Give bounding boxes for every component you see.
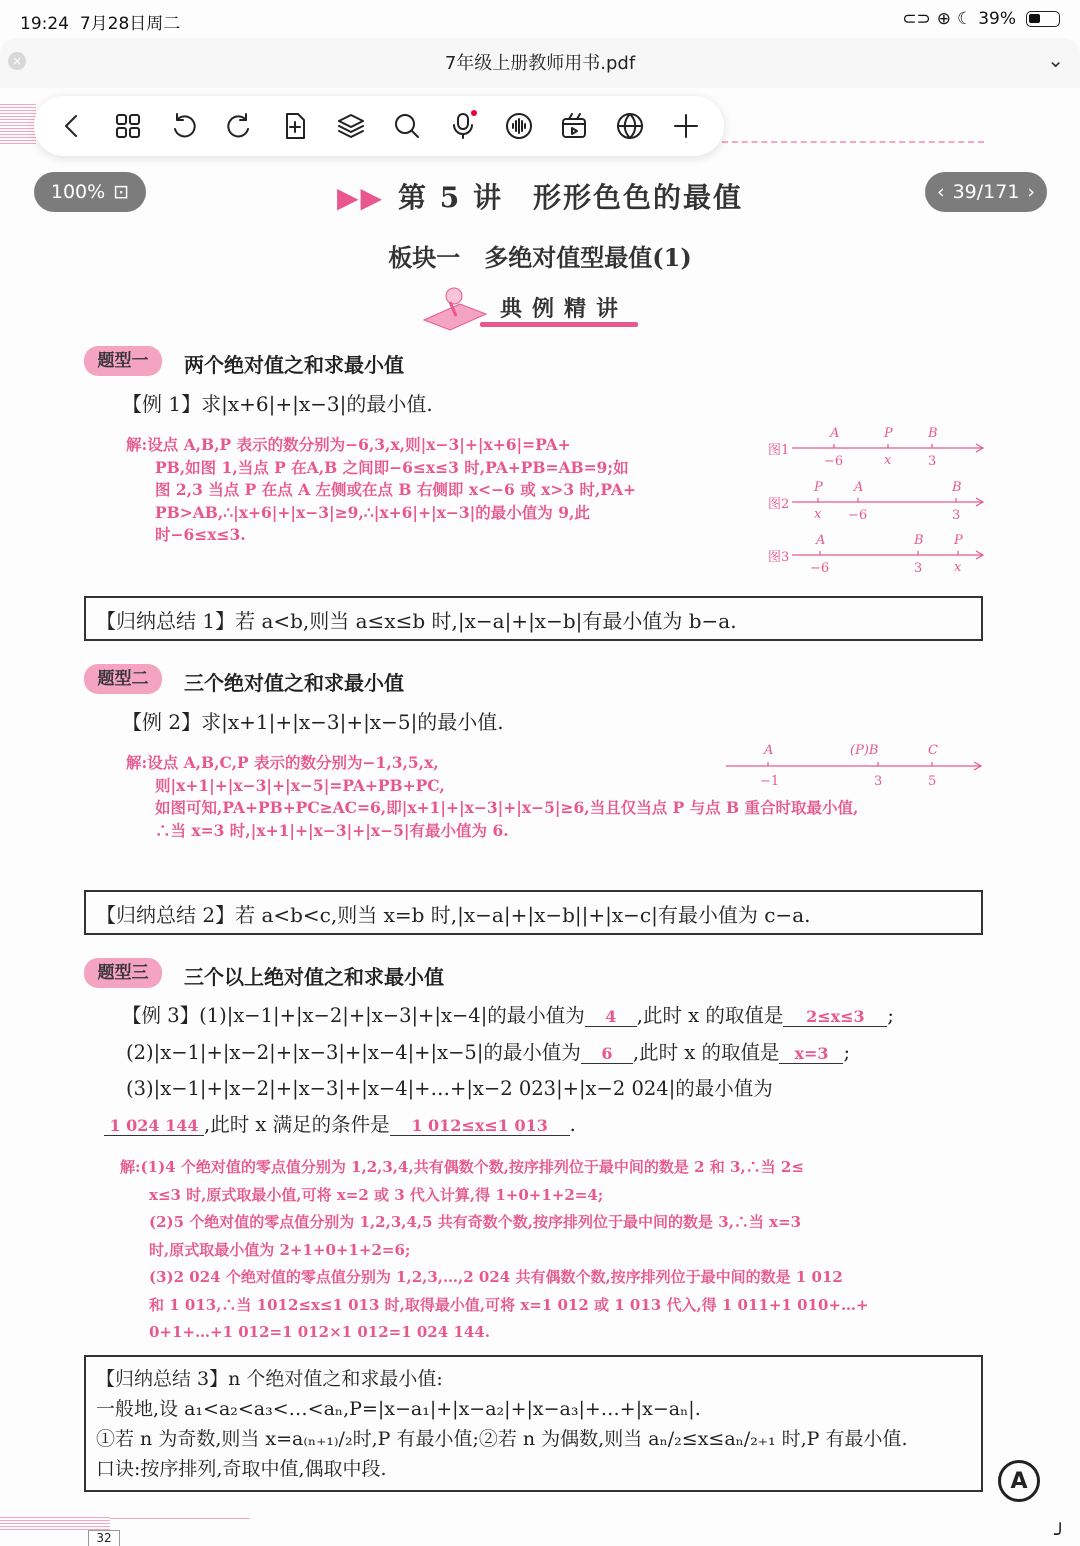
solution-2 <box>126 752 986 842</box>
zoom-value: 100% <box>50 181 106 203</box>
fig-value: x <box>814 507 822 522</box>
fig-value: −6 <box>848 508 868 523</box>
fig-value: x <box>884 453 892 468</box>
chevron-right-icon[interactable]: › <box>1027 181 1036 203</box>
undo-icon[interactable] <box>164 106 204 146</box>
solution-line: PB>AB,∴|x+6|+|x−3|≥9,∴|x+6|+|x−3|的最小值为 9,此 <box>155 502 590 522</box>
fig-value: −1 <box>760 774 780 789</box>
layers-icon[interactable] <box>331 106 371 146</box>
banner-title: 典例精讲 <box>500 296 629 322</box>
fig-value: x <box>954 560 962 575</box>
example-3-q2: (2)|x−1|+|x−2|+|x−3|+|x−4|+|x−5|的最小值为 6 ,此时 x 的取值是 x=3 ; <box>126 1041 851 1064</box>
fig-label: 图1 <box>768 443 790 458</box>
example-3-q3-cont: 1 024 144 ,此时 x 满足的条件是 1 012≤x≤1 013 . <box>104 1109 964 1137</box>
solution-line: 解:设点 A,B,C,P 表示的数分别为−1,3,5,x, <box>126 753 439 772</box>
fig-label: 图2 <box>768 497 790 512</box>
solution-line: ∴当 x=3 时,|x+1|+|x−3|+|x−5|有最小值为 6. <box>155 820 509 840</box>
fig-point: B <box>914 533 924 548</box>
fig-point: A <box>854 480 864 495</box>
lock-icon: ⊡ <box>113 181 130 203</box>
fig-value: −6 <box>824 454 844 469</box>
lecture-title: ▶▶ 第 5 讲 形形色色的最值 <box>336 181 744 214</box>
battery-icon <box>1026 11 1060 27</box>
decor-dashed-line <box>722 141 984 143</box>
add-page-icon[interactable] <box>275 106 315 146</box>
example-2: 【例 2】求|x+1|+|x−3|+|x−5|的最小值. <box>122 710 504 734</box>
fig-point: P <box>814 480 823 495</box>
fig-point: A <box>816 533 826 548</box>
banner-underline <box>480 322 638 327</box>
solution-line: (2)5 个绝对值的零点值分别为 1,2,3,4,5 共有奇数个数,按序排列位于最中间的数是 3,∴当 x=3 <box>149 1213 802 1231</box>
fig-point: P <box>884 426 893 441</box>
chevron-down-icon[interactable]: ⌄ <box>1047 48 1064 72</box>
type-title-1: 两个绝对值之和求最小值 <box>184 353 404 377</box>
moon-icon: ☾ <box>956 9 973 29</box>
battery-percent: 39% <box>978 9 1016 29</box>
fig-label: 图3 <box>768 550 790 565</box>
status-time: 19:24 7月28日周二 <box>20 14 181 34</box>
grid-icon[interactable] <box>108 106 148 146</box>
example-3-q1: 【例 3】(1)|x−1|+|x−2|+|x−3|+|x−4|的最小值为 4 ,此时 x 的取值是 2≤x≤3 ; <box>122 1004 894 1027</box>
example-3-q3: (3)|x−1|+|x−2|+|x−3|+|x−4|+…+|x−2 023|+|x−2 024|的最小值为 <box>126 1077 773 1100</box>
fig-value: 3 <box>874 774 883 789</box>
solution-line: 解:设点 A,B,P 表示的数分别为−6,3,x,则|x−3|+|x+6|=PA+ <box>126 435 571 454</box>
solution-line: PB,如图 1,当点 P 在A,B 之间即−6≤x≤3 时,PA+PB=AB=9;如 <box>155 457 629 477</box>
summary-box-2: 【归纳总结 2】若 a<b<c,则当 x=b 时,|x−a|+|x−b||+|x−c|有最小值为 c−a. <box>84 890 983 935</box>
type-tag-2: 题型二 <box>84 664 162 694</box>
solution-line: (3)2 024 个绝对值的零点值分别为 1,2,3,…,2 024 共有偶数个数,按序排列位于最中间的数是 1 012 <box>149 1268 843 1286</box>
answer-blank: 2≤x≤3 <box>783 1007 887 1027</box>
status-bar <box>0 0 1080 38</box>
toolbar <box>34 96 724 156</box>
page-number: 32 <box>88 1530 120 1546</box>
search-icon[interactable] <box>387 106 427 146</box>
double-arrow-icon: ▶▶ <box>336 181 385 214</box>
solution-line: 时−6≤x≤3. <box>155 525 246 544</box>
redo-icon[interactable] <box>219 106 259 146</box>
lock-rotation-icon: ⊕ <box>936 9 951 29</box>
mic-icon[interactable] <box>443 106 483 146</box>
fig-point: P <box>954 533 963 548</box>
solution-line: 则|x+1|+|x−3|+|x−5|=PA+PB+PC, <box>155 775 445 795</box>
fig-point: A <box>764 743 774 758</box>
solution-line: 图 2,3 当点 P 在点 A 左侧或在点 B 右侧即 x<−6 或 x>3 时,PA+ <box>155 480 636 499</box>
media-icon[interactable] <box>554 106 594 146</box>
fig-point: (P)B <box>850 743 879 758</box>
plus-icon[interactable] <box>666 106 706 146</box>
solution-1 <box>126 434 726 547</box>
type-title-2: 三个绝对值之和求最小值 <box>184 671 404 695</box>
type-tag-1: 题型一 <box>84 346 162 376</box>
navigation-icon[interactable]: A <box>998 1460 1040 1502</box>
close-icon[interactable]: × <box>8 52 26 70</box>
solution-line: 0+1+…+1 012=1 012×1 012=1 024 144. <box>149 1323 490 1341</box>
fig-point: B <box>928 426 938 441</box>
fig-point: B <box>952 480 962 495</box>
status-right <box>902 9 1060 29</box>
page-value: 39/171 <box>952 181 1020 203</box>
fig-value: 3 <box>928 454 937 469</box>
decor-line-bottom <box>110 1518 250 1519</box>
chevron-left-icon[interactable]: ‹ <box>936 181 945 203</box>
answer-blank: 1 024 144 <box>104 1116 204 1136</box>
solution-line: 解:(1)4 个绝对值的零点值分别为 1,2,3,4,共有偶数个数,按序排列位于最中间的数是 2 和 3,∴当 2≤ <box>120 1158 804 1176</box>
decor-stripe-bottom <box>0 1516 110 1530</box>
title-bar <box>0 38 1080 88</box>
fig-value: 3 <box>952 508 961 523</box>
document-title: 7年级上册教师用书.pdf <box>444 53 636 74</box>
answer-blank: 4 <box>585 1007 637 1027</box>
solution-line: 如图可知,PA+PB+PC≥AC=6,即|x+1|+|x−3|+|x−5|≥6,当且仅当点 P 与点 B 重合时取最小值, <box>155 798 859 817</box>
type-tag-3: 题型三 <box>84 958 162 988</box>
solution-3 <box>120 1154 984 1347</box>
number-line-figures <box>764 420 994 580</box>
summary-line: 一般地,设 a₁<a₂<a₃<…<aₙ,P=|x−a₁|+|x−a₂|+|x−a₃|+…+|x−aₙ|. <box>96 1398 701 1420</box>
solution-line: 时,原式取最小值为 2+1+0+1+2=6; <box>149 1240 411 1259</box>
recording-dot <box>471 110 477 116</box>
summary-line: 【归纳总结 3】n 个绝对值之和求最小值: <box>96 1368 443 1390</box>
fig-point: C <box>928 743 938 758</box>
summary-box-1: 【归纳总结 1】若 a<b,则当 a≤x≤b 时,|x−a|+|x−b|有最小值为 b−a. <box>84 596 983 641</box>
link-icon: ⊂⊃ <box>902 9 931 29</box>
summary-box-3 <box>84 1355 983 1492</box>
summary-line: ①若 n 为奇数,则当 x=a₍ₙ₊₁₎/₂时,P 有最小值;②若 n 为偶数,则当 aₙ/₂≤x≤aₙ/₂₊₁ 时,P 有最小值. <box>96 1428 908 1450</box>
answer-blank: 1 012≤x≤1 013 <box>390 1116 570 1136</box>
fig-value: 3 <box>914 561 923 576</box>
answer-blank: 6 <box>581 1044 633 1064</box>
solution-line: 和 1 013,∴当 1012≤x≤1 013 时,取得最小值,可将 x=1 012 或 1 013 代入,得 1 011+1 010+…+ <box>149 1295 869 1314</box>
decor-stripe <box>0 104 36 144</box>
fig-value: −6 <box>810 561 830 576</box>
back-icon[interactable] <box>52 106 92 146</box>
audio-icon[interactable] <box>499 106 539 146</box>
fig-point: A <box>830 426 840 441</box>
section-title: 板块一 多绝对值型最值(1) <box>388 243 692 272</box>
example-1: 【例 1】求|x+6|+|x−3|的最小值. <box>122 392 433 416</box>
solution-line: x≤3 时,原式取最小值,可将 x=2 或 3 代入计算,得 1+0+1+2=4; <box>149 1185 604 1204</box>
summary-line: 口诀:按序排列,奇取中值,偶取中段. <box>96 1458 387 1480</box>
fig-value: 5 <box>928 774 937 789</box>
answer-blank: x=3 <box>779 1044 843 1064</box>
type-title-3: 三个以上绝对值之和求最小值 <box>184 965 444 989</box>
globe-icon[interactable] <box>610 106 650 146</box>
pencil-icon[interactable]: ╯ <box>1054 1522 1067 1546</box>
